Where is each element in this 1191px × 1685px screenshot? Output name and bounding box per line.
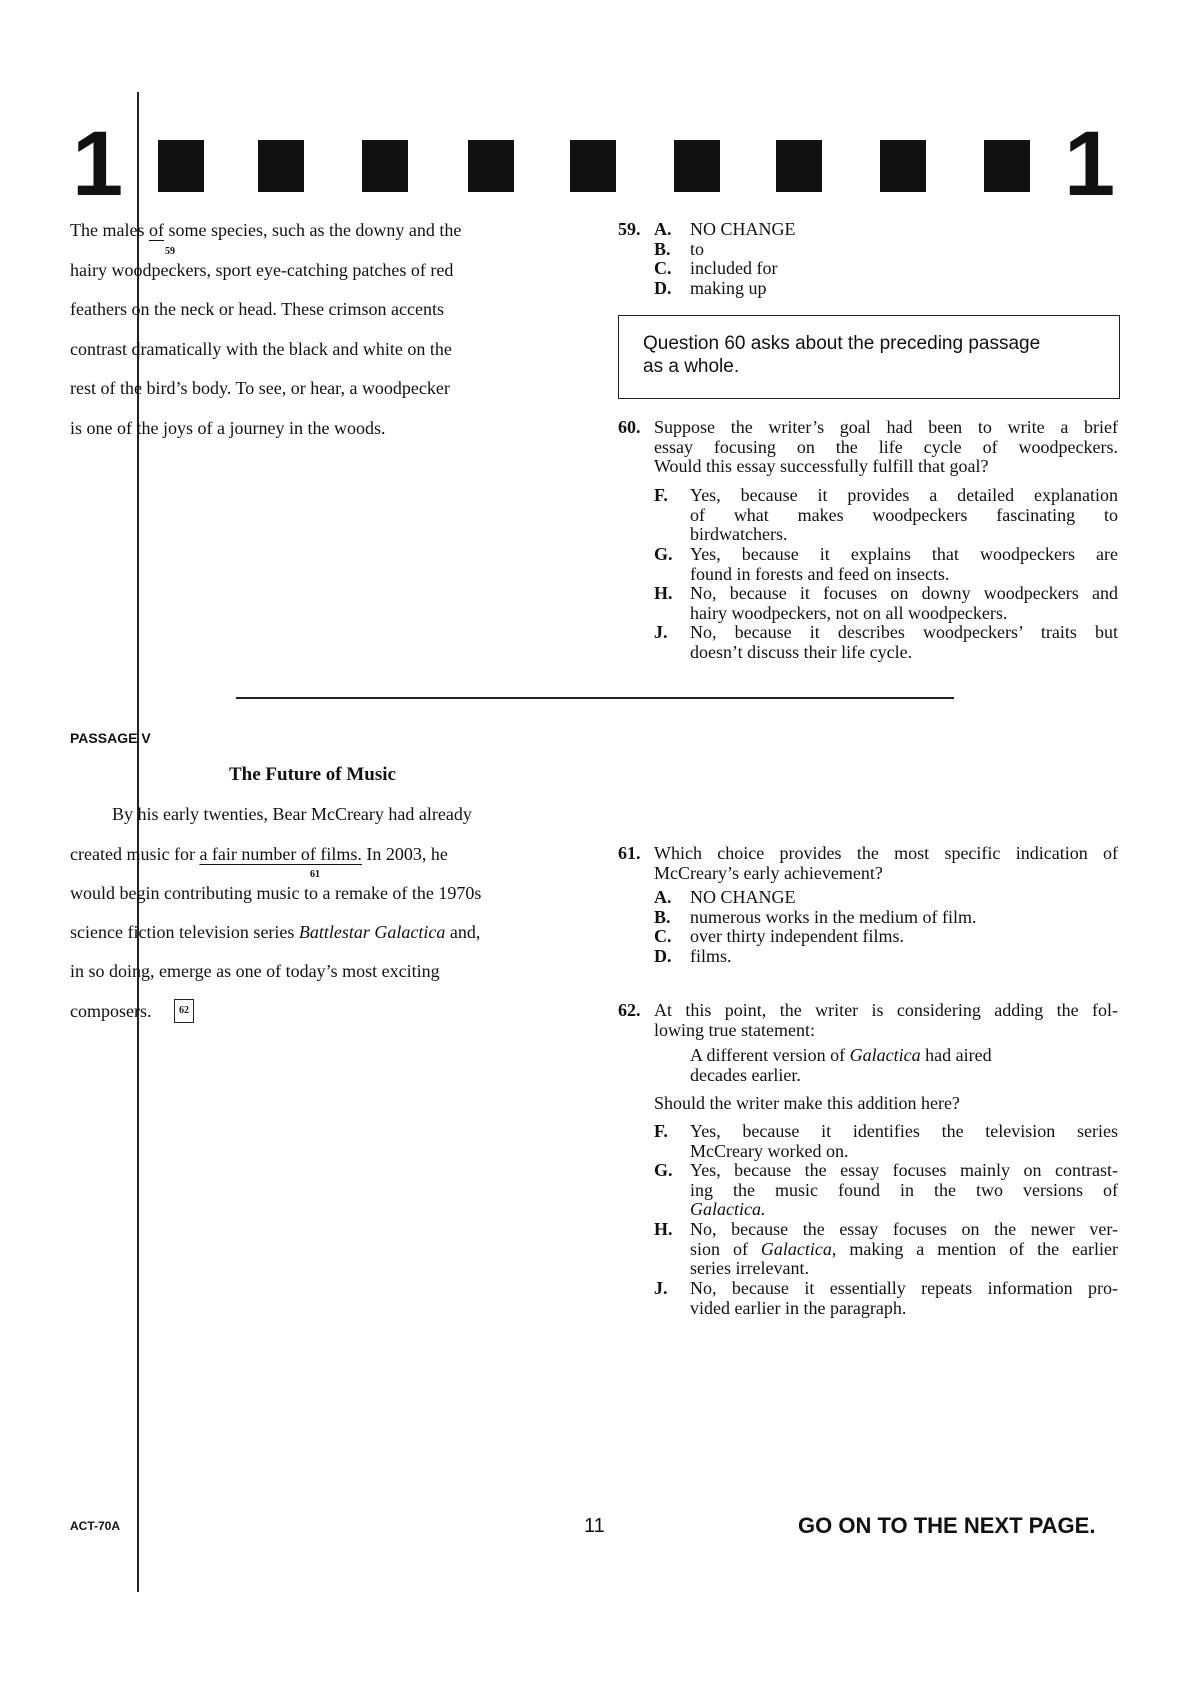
option-letter[interactable]: A. [654,887,672,907]
question-number: 62. [618,1000,641,1020]
section-number-left: 1 [72,113,124,215]
option-text[interactable]: No, because it focuses on downy woodpeckers and hairy woodpeckers, not on all woodpeckers. [690,583,1118,623]
option-text[interactable]: to [690,238,705,259]
passage-line: composers. [70,1001,152,1021]
option-letter[interactable]: B. [654,906,671,927]
option-text[interactable]: No, because the essay focuses on the newer ver- sion of Galactica, making a mention of the earlier series irrelevant. [690,1219,1119,1278]
option-letter[interactable]: J. [654,622,668,642]
passage-line: in so doing, emerge as one of today’s most exciting [70,961,440,981]
option-letter[interactable]: G. [654,1160,673,1180]
option-text[interactable]: No, because it essentially repeats information pro- vided earlier in the paragraph. [690,1278,1118,1318]
option-text[interactable]: making up [690,277,767,298]
option-text[interactable]: over thirty independent films. [690,926,904,946]
question-stem: Which choice provides the most specific indication of McCreary’s early achievement? [654,843,1118,883]
question-number: 60. [618,417,641,437]
go-on-next-page: GO ON TO THE NEXT PAGE. [798,1513,1096,1538]
option-letter[interactable]: B. [654,238,671,259]
question-ask: Should the writer make this addition here? [654,1093,960,1113]
option-letter[interactable]: F. [654,1121,668,1141]
option-text[interactable]: Yes, because it provides a detailed explanation of what makes woodpeckers fascinating to birdwatchers. [690,485,1118,544]
question-60-note-box [618,315,1120,399]
underlined-portion-61[interactable]: a fair number of films. [199,844,362,864]
passage-line: science fiction television series Battlestar Galactica and, [70,922,481,942]
passage-label: PASSAGE V [70,730,151,746]
option-text[interactable]: films. [690,945,732,966]
passage-line: By his early twenties, Bear McCreary had already [112,804,472,824]
header-square [258,140,304,192]
option-text[interactable]: Yes, because the essay focuses mainly on contrast- ing the music found in the two versions of Galactica. [690,1160,1118,1219]
note-line: Question 60 asks about the preceding passage [643,333,1041,354]
option-text[interactable]: included for [690,258,778,278]
header-square [674,140,720,192]
option-letter[interactable]: G. [654,544,673,564]
option-text[interactable]: No, because it describes woodpeckers’ traits but doesn’t discuss their life cycle. [690,622,1118,662]
underline-number-61: 61 [310,869,320,880]
page-number: 11 [584,1515,605,1537]
header-square [158,140,204,192]
question-62 [618,1001,1120,1331]
header-square [880,140,926,192]
underline-number-59: 59 [165,246,175,257]
option-text[interactable]: Yes, because it identifies the television series McCreary worked on. [690,1121,1118,1161]
header-square [570,140,616,192]
passage-separator-rule [236,697,954,699]
option-text[interactable]: numerous works in the medium of film. [690,906,977,927]
option-letter[interactable]: D. [654,945,672,966]
question-number: 59. [618,219,641,239]
option-letter[interactable]: D. [654,277,672,298]
passage-line: is one of the joys of a journey in the woods. [70,418,386,438]
quoted-statement: A different version of Galactica had aired decades earlier. [690,1045,992,1085]
boxed-question-number-62[interactable]: 62 [174,999,194,1023]
passage-line: contrast dramatically with the black and white on the [70,339,452,359]
option-text[interactable]: NO CHANGE [690,887,796,907]
option-letter[interactable]: J. [654,1278,668,1298]
question-stem: Suppose the writer’s goal had been to write a brief essay focusing on the life cycle of woodpeckers. Would this essay successfully fulfill that goal? [654,417,1118,476]
header-square [468,140,514,192]
question-61 [618,844,1120,974]
option-text[interactable]: Yes, because it explains that woodpeckers are found in forests and feed on insects. [690,544,1118,584]
header-square [984,140,1030,192]
option-letter[interactable]: A. [654,219,672,239]
option-letter[interactable]: C. [654,258,672,278]
question-stem: At this point, the writer is considering adding the fol- lowing true statement: [654,1000,1118,1040]
question-number: 61. [618,843,641,863]
option-text[interactable]: NO CHANGE [690,219,796,239]
passage-title: The Future of Music [229,764,396,785]
question-60 [618,418,1120,668]
section-number-right: 1 [1064,113,1116,215]
option-letter[interactable]: C. [654,926,672,946]
question-59 [618,220,1118,300]
option-letter[interactable]: H. [654,1219,673,1239]
passage-line: The males of some species, such as the downy and the [70,220,462,240]
option-letter[interactable]: H. [654,583,673,603]
passage-line: would begin contributing music to a remake of the 1970s [70,883,482,903]
form-id: ACT-70A [70,1519,121,1533]
option-letter[interactable]: F. [654,485,668,505]
passage-line: rest of the bird’s body. To see, or hear, a woodpecker [70,378,450,398]
header-square [776,140,822,192]
passage-line: hairy woodpeckers, sport eye-catching patches of red [70,260,454,280]
underlined-portion-59[interactable]: of [148,220,164,240]
note-line: as a whole. [643,356,740,377]
passage-line: created music for a fair number of films. In 2003, he [70,844,448,864]
header-square [362,140,408,192]
passage-line: feathers on the neck or head. These crimson accents [70,299,445,319]
